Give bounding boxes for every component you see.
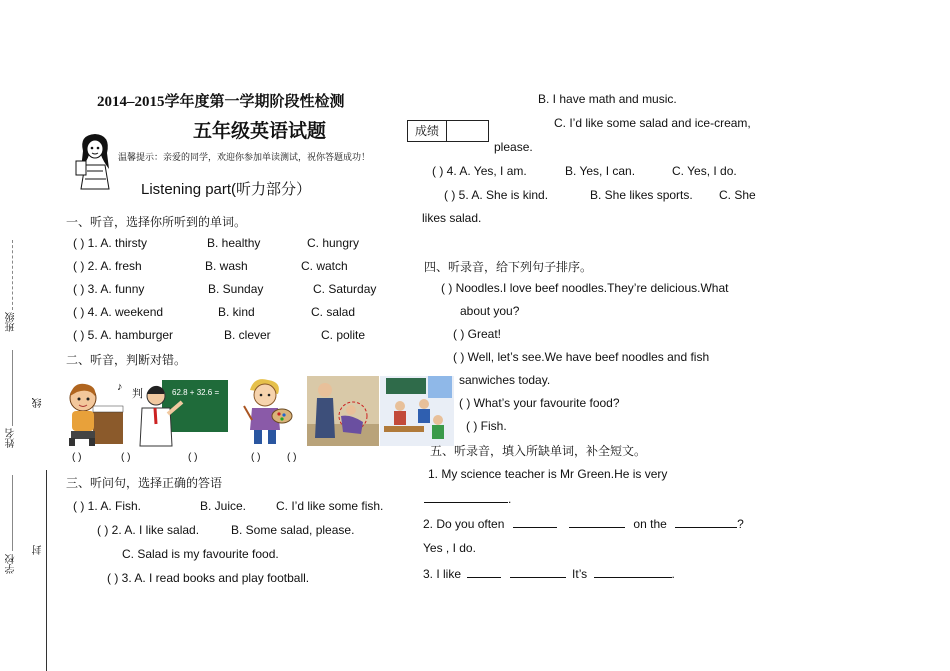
s5-blank-5[interactable] bbox=[467, 566, 501, 578]
school-blank-line bbox=[12, 475, 13, 551]
seal-char: 封 bbox=[33, 545, 44, 555]
s5-sentence1-end bbox=[424, 491, 511, 506]
children-classroom-image bbox=[380, 376, 454, 446]
s3-q4-a: ( ) 4. A. Yes, I am. bbox=[432, 164, 527, 178]
s2-blank-5: ( ) bbox=[287, 452, 297, 463]
period: . bbox=[508, 492, 512, 506]
binding-line bbox=[46, 470, 47, 671]
music-note-icon: ♪ bbox=[117, 381, 123, 393]
s5-blank-4[interactable] bbox=[675, 516, 737, 528]
s1-q1-c: C. hungry bbox=[307, 236, 360, 250]
s5-s3-part2: It’s bbox=[572, 567, 588, 581]
s3-q4-c: C. Yes, I do. bbox=[672, 164, 737, 178]
s5-blank-7[interactable] bbox=[594, 566, 672, 578]
s5-blank-1[interactable] bbox=[424, 491, 508, 503]
s2-blank-4: ( ) bbox=[251, 452, 261, 463]
s5-blank-3[interactable] bbox=[569, 516, 625, 528]
girl-mascot-image bbox=[73, 131, 117, 191]
s2-blank-1: ( ) bbox=[72, 452, 82, 463]
score-box bbox=[407, 120, 489, 142]
s3-q3-c2: please. bbox=[494, 140, 533, 154]
s5-s2-part3: ? bbox=[737, 517, 744, 531]
s3-q5-b: B. She likes sports. bbox=[590, 188, 693, 202]
s1-q3-b: B. Sunday bbox=[208, 282, 264, 296]
scribble-mark: 判 bbox=[132, 387, 143, 400]
class-blank-line bbox=[12, 240, 13, 310]
s5-sentence3 bbox=[423, 566, 675, 581]
s1-q1-b: B. healthy bbox=[207, 236, 261, 250]
s1-q5-b: B. clever bbox=[224, 328, 271, 342]
s1-q5-c: C. polite bbox=[321, 328, 366, 342]
s1-q4-b: B. kind bbox=[218, 305, 255, 319]
boy-painting-image bbox=[238, 376, 294, 446]
s4-item3-cont: sanwiches today. bbox=[459, 373, 551, 387]
tip-text: 温馨提示：亲爱的同学，欢迎你参加单读测试，祝你答题成功！ bbox=[118, 153, 371, 163]
school-label: 学校 bbox=[6, 554, 17, 574]
s3-q1-a: ( ) 1. A. Fish. bbox=[73, 499, 142, 513]
s3-q1-c: C. I’d like some fish. bbox=[276, 499, 384, 513]
exam-title-line2: 五年级英语试题 bbox=[193, 120, 327, 142]
s2-blank-2: ( ) bbox=[121, 452, 131, 463]
s4-item2: ( ) Great! bbox=[453, 327, 502, 341]
s3-q3-a: ( ) 3. A. I read books and play football. bbox=[107, 571, 310, 585]
s3-q1-b: B. Juice. bbox=[200, 499, 247, 513]
exam-title-line1: 2014–2015学年度第一学期阶段性检测 bbox=[97, 94, 345, 110]
s1-q1: ( ) 1. A. thirsty bbox=[73, 236, 148, 250]
blackboard-text: 62.8 + 32.6 = bbox=[172, 388, 220, 397]
s3-q2-a: ( ) 2. A. I like salad. bbox=[97, 523, 200, 537]
section5-heading: 五、听录音，填入所缺单词，补全短文。 bbox=[430, 444, 647, 458]
s1-q2: ( ) 2. A. fresh bbox=[73, 259, 142, 273]
s3-q5-a: ( ) 5. A. She is kind. bbox=[444, 188, 549, 202]
s5-s2-part1: 2. Do you often bbox=[423, 517, 505, 531]
s4-item1: ( ) Noodles.I love beef noodles.They’re delicious.What bbox=[441, 281, 729, 295]
s3-q5-c2: likes salad. bbox=[422, 211, 482, 225]
name-blank-line bbox=[12, 350, 13, 426]
s5-sentence1: 1. My science teacher is Mr Green.He is very bbox=[428, 467, 668, 481]
s1-q2-c: C. watch bbox=[301, 259, 348, 273]
s3-q2-b: B. Some salad, please. bbox=[231, 523, 355, 537]
s1-q4-c: C. salad bbox=[311, 305, 356, 319]
s4-item3: ( ) Well, let’s see.We have beef noodles and fish bbox=[453, 350, 710, 364]
s4-item4: ( ) What’s your favourite food? bbox=[459, 396, 620, 410]
s3-q4-b: B. Yes, I can. bbox=[565, 164, 636, 178]
s4-item1-cont: about you? bbox=[460, 304, 520, 318]
s2-blank-3: ( ) bbox=[188, 452, 198, 463]
listening-part-title: Listening part(听力部分） bbox=[141, 181, 312, 198]
section1-heading: 一、听音，选择你所听到的单词。 bbox=[66, 215, 247, 229]
s5-s3-part3: . bbox=[671, 567, 675, 581]
s1-q5: ( ) 5. A. hamburger bbox=[73, 328, 174, 342]
s3-q2-c: C. Salad is my favourite food. bbox=[122, 547, 279, 561]
class-label: 班级 bbox=[6, 312, 17, 332]
s5-blank-6[interactable] bbox=[510, 566, 566, 578]
s5-s2-part2: on the bbox=[633, 517, 667, 531]
s1-q4: ( ) 4. A. weekend bbox=[73, 305, 164, 319]
score-label: 成绩 bbox=[408, 121, 447, 141]
s5-blank-2[interactable] bbox=[513, 516, 557, 528]
s3-q3-b: B. I have math and music. bbox=[538, 92, 677, 106]
section3-heading: 三、听问句，选择正确的答语 bbox=[66, 476, 223, 490]
s1-q3: ( ) 3. A. funny bbox=[73, 282, 145, 296]
s5-s3-part1: 3. I like bbox=[423, 567, 462, 581]
section4-heading: 四、听录音，给下列句子排序。 bbox=[424, 260, 593, 274]
boy-piano-image bbox=[63, 378, 125, 448]
s5-sentence2 bbox=[423, 516, 744, 531]
section2-heading: 二、听音，判断对错。 bbox=[66, 353, 187, 367]
s3-q5-c1: C. She bbox=[719, 188, 756, 202]
line-char: 线 bbox=[33, 398, 44, 408]
s1-q2-b: B. wash bbox=[205, 259, 248, 273]
s1-q3-c: C. Saturday bbox=[313, 282, 377, 296]
name-label: 姓名 bbox=[6, 428, 17, 448]
s4-item5: ( ) Fish. bbox=[466, 419, 507, 433]
s3-q3-c1: C. I’d like some salad and ice-cream, bbox=[554, 116, 751, 130]
man-helping-child-image bbox=[307, 376, 379, 446]
s5-answer2: Yes , I do. bbox=[423, 541, 476, 555]
